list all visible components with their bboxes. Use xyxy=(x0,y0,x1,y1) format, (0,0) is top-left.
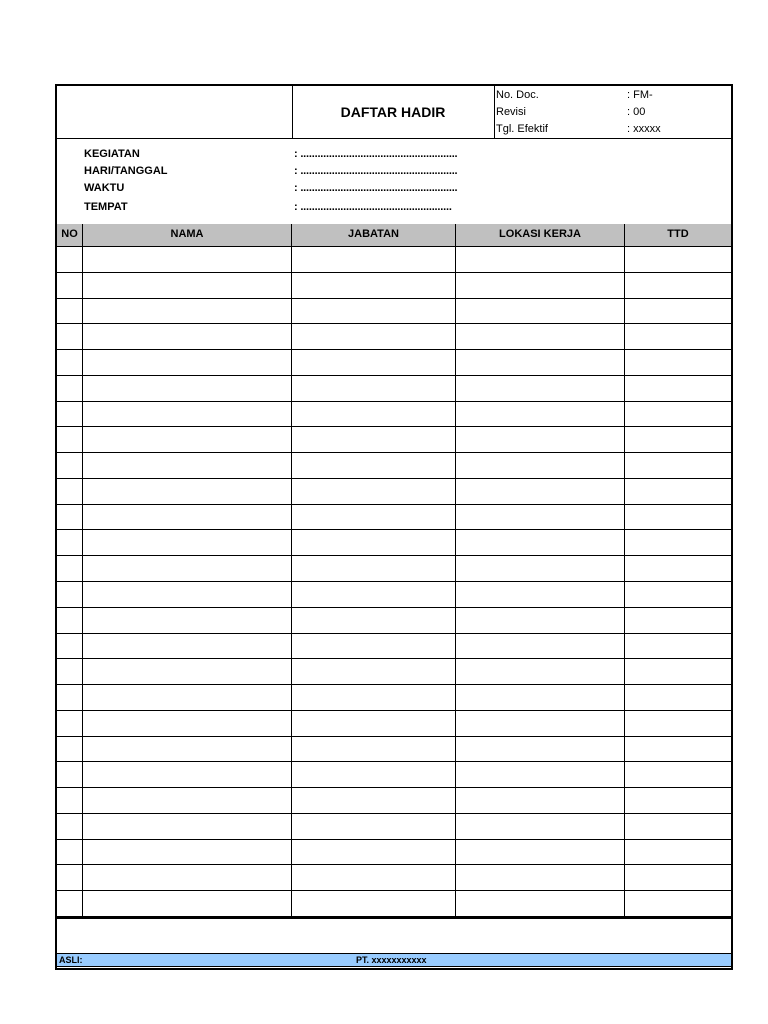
tempat-field[interactable]: : ..................................................... xyxy=(294,201,452,213)
table-row xyxy=(57,634,731,660)
cell-lokasi-kerja[interactable] xyxy=(456,247,625,272)
table-row xyxy=(57,453,731,479)
cell-ttd[interactable] xyxy=(625,324,731,349)
cell-nama[interactable] xyxy=(83,762,292,787)
cell-lokasi-kerja[interactable] xyxy=(456,453,625,478)
cell-no[interactable] xyxy=(57,659,83,684)
table-row xyxy=(57,788,731,814)
table-row xyxy=(57,814,731,840)
table-row xyxy=(57,505,731,531)
table-row xyxy=(57,891,731,917)
cell-lokasi-kerja[interactable] xyxy=(456,737,625,762)
cell-ttd[interactable] xyxy=(625,299,731,324)
column-header-ttd: TTD xyxy=(667,228,689,240)
effective-date-label: Tgl. Efektif xyxy=(496,123,548,135)
hari-tanggal-label: HARI/TANGGAL xyxy=(84,165,168,177)
cell-jabatan[interactable] xyxy=(292,453,456,478)
cell-lokasi-kerja[interactable] xyxy=(456,376,625,401)
cell-no[interactable] xyxy=(57,299,83,324)
cell-nama[interactable] xyxy=(83,891,292,916)
cell-no[interactable] xyxy=(57,865,83,890)
cell-jabatan[interactable] xyxy=(292,762,456,787)
table-row xyxy=(57,299,731,325)
table-row xyxy=(57,324,731,350)
cell-lokasi-kerja[interactable] xyxy=(456,479,625,504)
effective-date-row xyxy=(496,122,731,139)
waktu-field[interactable]: : ....................................................... xyxy=(294,182,458,194)
revision-row xyxy=(496,105,731,122)
cell-lokasi-kerja[interactable] xyxy=(456,350,625,375)
cell-nama[interactable] xyxy=(83,608,292,633)
cell-no[interactable] xyxy=(57,711,83,736)
cell-lokasi-kerja[interactable] xyxy=(456,299,625,324)
cell-nama[interactable] xyxy=(83,479,292,504)
footer-bar xyxy=(57,953,731,967)
cell-lokasi-kerja[interactable] xyxy=(456,891,625,916)
cell-jabatan[interactable] xyxy=(292,247,456,272)
revision-value: : 00 xyxy=(627,106,646,118)
cell-ttd[interactable] xyxy=(625,402,731,427)
cell-ttd[interactable] xyxy=(625,556,731,581)
cell-nama[interactable] xyxy=(83,530,292,555)
cell-jabatan[interactable] xyxy=(292,324,456,349)
cell-nama[interactable] xyxy=(83,556,292,581)
cell-lokasi-kerja[interactable] xyxy=(456,711,625,736)
cell-no[interactable] xyxy=(57,891,83,916)
cell-no[interactable] xyxy=(57,453,83,478)
cell-nama[interactable] xyxy=(83,247,292,272)
cell-jabatan[interactable] xyxy=(292,427,456,452)
effective-date-value: : xxxxx xyxy=(627,123,661,135)
cell-jabatan[interactable] xyxy=(292,840,456,865)
cell-ttd[interactable] xyxy=(625,247,731,272)
cell-nama[interactable] xyxy=(83,659,292,684)
cell-ttd[interactable] xyxy=(625,350,731,375)
cell-lokasi-kerja[interactable] xyxy=(456,659,625,684)
cell-lokasi-kerja[interactable] xyxy=(456,402,625,427)
table-row xyxy=(57,865,731,891)
cell-ttd[interactable] xyxy=(625,891,731,916)
cell-no[interactable] xyxy=(57,556,83,581)
cell-jabatan[interactable] xyxy=(292,530,456,555)
cell-lokasi-kerja[interactable] xyxy=(456,427,625,452)
doc-number-value: : FM- xyxy=(627,89,653,101)
cell-lokasi-kerja[interactable] xyxy=(456,505,625,530)
column-header-jabatan: JABATAN xyxy=(292,224,456,246)
cell-jabatan[interactable] xyxy=(292,737,456,762)
cell-lokasi-kerja[interactable] xyxy=(456,814,625,839)
table-body xyxy=(57,247,731,917)
cell-nama[interactable] xyxy=(83,840,292,865)
cell-lokasi-kerja[interactable] xyxy=(456,762,625,787)
table-row xyxy=(57,350,731,376)
cell-no[interactable] xyxy=(57,814,83,839)
cell-jabatan[interactable] xyxy=(292,634,456,659)
cell-no[interactable] xyxy=(57,247,83,272)
cell-nama[interactable] xyxy=(83,711,292,736)
logo-cell xyxy=(57,86,293,138)
cell-nama[interactable] xyxy=(83,582,292,607)
cell-no[interactable] xyxy=(57,350,83,375)
cell-jabatan[interactable] xyxy=(292,659,456,684)
column-header-no: NO xyxy=(57,224,83,246)
cell-no[interactable] xyxy=(57,762,83,787)
cell-nama[interactable] xyxy=(83,505,292,530)
cell-ttd[interactable] xyxy=(625,659,731,684)
cell-ttd[interactable] xyxy=(625,427,731,452)
revision-label: Revisi xyxy=(496,106,526,118)
cell-no[interactable] xyxy=(57,402,83,427)
cell-nama[interactable] xyxy=(83,402,292,427)
table-row xyxy=(57,659,731,685)
cell-jabatan[interactable] xyxy=(292,891,456,916)
hari-tanggal-field[interactable]: : ....................................................... xyxy=(294,165,458,177)
cell-no[interactable] xyxy=(57,634,83,659)
footer-blank-area xyxy=(57,917,731,949)
cell-jabatan[interactable] xyxy=(292,608,456,633)
table-row xyxy=(57,247,731,273)
cell-jabatan[interactable] xyxy=(292,814,456,839)
cell-nama[interactable] xyxy=(83,299,292,324)
cell-ttd[interactable] xyxy=(625,530,731,555)
cell-jabatan[interactable] xyxy=(292,402,456,427)
cell-no[interactable] xyxy=(57,788,83,813)
cell-lokasi-kerja[interactable] xyxy=(456,530,625,555)
cell-jabatan[interactable] xyxy=(292,711,456,736)
cell-nama[interactable] xyxy=(83,788,292,813)
cell-nama[interactable] xyxy=(83,865,292,890)
kegiatan-label: KEGIATAN xyxy=(84,148,140,160)
cell-ttd[interactable] xyxy=(625,685,731,710)
table-row xyxy=(57,556,731,582)
cell-no[interactable] xyxy=(57,608,83,633)
cell-nama[interactable] xyxy=(83,376,292,401)
cell-lokasi-kerja[interactable] xyxy=(456,634,625,659)
cell-lokasi-kerja[interactable] xyxy=(456,788,625,813)
cell-jabatan[interactable] xyxy=(292,299,456,324)
table-row xyxy=(57,685,731,711)
cell-lokasi-kerja[interactable] xyxy=(456,556,625,581)
cell-lokasi-kerja[interactable] xyxy=(456,273,625,298)
cell-lokasi-kerja[interactable] xyxy=(456,608,625,633)
cell-ttd[interactable] xyxy=(625,479,731,504)
cell-no[interactable] xyxy=(57,479,83,504)
cell-jabatan[interactable] xyxy=(292,788,456,813)
document-info xyxy=(496,88,731,139)
cell-ttd[interactable] xyxy=(625,453,731,478)
cell-no[interactable] xyxy=(57,737,83,762)
cell-lokasi-kerja[interactable] xyxy=(456,582,625,607)
cell-no[interactable] xyxy=(57,505,83,530)
cell-nama[interactable] xyxy=(83,737,292,762)
cell-no[interactable] xyxy=(57,427,83,452)
cell-no[interactable] xyxy=(57,324,83,349)
cell-nama[interactable] xyxy=(83,324,292,349)
cell-ttd[interactable] xyxy=(625,582,731,607)
cell-ttd[interactable] xyxy=(625,608,731,633)
cell-jabatan[interactable] xyxy=(292,685,456,710)
cell-ttd[interactable] xyxy=(625,376,731,401)
table-row xyxy=(57,840,731,866)
column-header-lokasi-kerja: LOKASI KERJA xyxy=(456,224,625,246)
column-header-nama: NAMA xyxy=(83,224,292,246)
attendance-form xyxy=(55,84,733,970)
asli-label: ASLI: xyxy=(59,955,83,965)
cell-jabatan[interactable] xyxy=(292,350,456,375)
cell-no[interactable] xyxy=(57,530,83,555)
cell-nama[interactable] xyxy=(83,350,292,375)
event-info-section xyxy=(57,138,731,225)
table-row xyxy=(57,762,731,788)
cell-jabatan[interactable] xyxy=(292,479,456,504)
cell-lokasi-kerja[interactable] xyxy=(456,685,625,710)
table-header xyxy=(57,224,731,247)
cell-nama[interactable] xyxy=(83,685,292,710)
form-header xyxy=(57,86,731,139)
table-row xyxy=(57,273,731,299)
cell-nama[interactable] xyxy=(83,273,292,298)
cell-nama[interactable] xyxy=(83,453,292,478)
form-title: DAFTAR HADIR xyxy=(292,86,495,138)
kegiatan-field[interactable]: : ....................................................... xyxy=(294,148,458,160)
table-row xyxy=(57,530,731,556)
cell-nama[interactable] xyxy=(83,634,292,659)
table-row xyxy=(57,427,731,453)
company-name: PT. xxxxxxxxxxx xyxy=(356,955,427,965)
table-row xyxy=(57,608,731,634)
cell-ttd[interactable] xyxy=(625,762,731,787)
cell-ttd[interactable] xyxy=(625,865,731,890)
cell-no[interactable] xyxy=(57,273,83,298)
cell-no[interactable] xyxy=(57,840,83,865)
waktu-label: WAKTU xyxy=(84,182,125,194)
cell-lokasi-kerja[interactable] xyxy=(456,865,625,890)
cell-jabatan[interactable] xyxy=(292,273,456,298)
cell-jabatan[interactable] xyxy=(292,556,456,581)
cell-lokasi-kerja[interactable] xyxy=(456,324,625,349)
doc-number-label: No. Doc. xyxy=(496,89,539,101)
cell-ttd[interactable] xyxy=(625,814,731,839)
table-row xyxy=(57,737,731,763)
cell-no[interactable] xyxy=(57,582,83,607)
cell-nama[interactable] xyxy=(83,814,292,839)
table-row xyxy=(57,376,731,402)
cell-no[interactable] xyxy=(57,376,83,401)
cell-ttd[interactable] xyxy=(625,711,731,736)
table-row xyxy=(57,582,731,608)
cell-lokasi-kerja[interactable] xyxy=(456,840,625,865)
tempat-label: TEMPAT xyxy=(84,201,128,213)
cell-ttd[interactable] xyxy=(625,840,731,865)
cell-nama[interactable] xyxy=(83,427,292,452)
table-row xyxy=(57,711,731,737)
table-row xyxy=(57,479,731,505)
cell-no[interactable] xyxy=(57,685,83,710)
cell-ttd[interactable] xyxy=(625,505,731,530)
doc-number-row xyxy=(496,88,731,105)
cell-jabatan[interactable] xyxy=(292,505,456,530)
table-row xyxy=(57,402,731,428)
cell-ttd[interactable] xyxy=(625,273,731,298)
cell-ttd[interactable] xyxy=(625,788,731,813)
cell-jabatan[interactable] xyxy=(292,376,456,401)
cell-ttd[interactable] xyxy=(625,737,731,762)
cell-jabatan[interactable] xyxy=(292,582,456,607)
cell-jabatan[interactable] xyxy=(292,865,456,890)
cell-ttd[interactable] xyxy=(625,634,731,659)
